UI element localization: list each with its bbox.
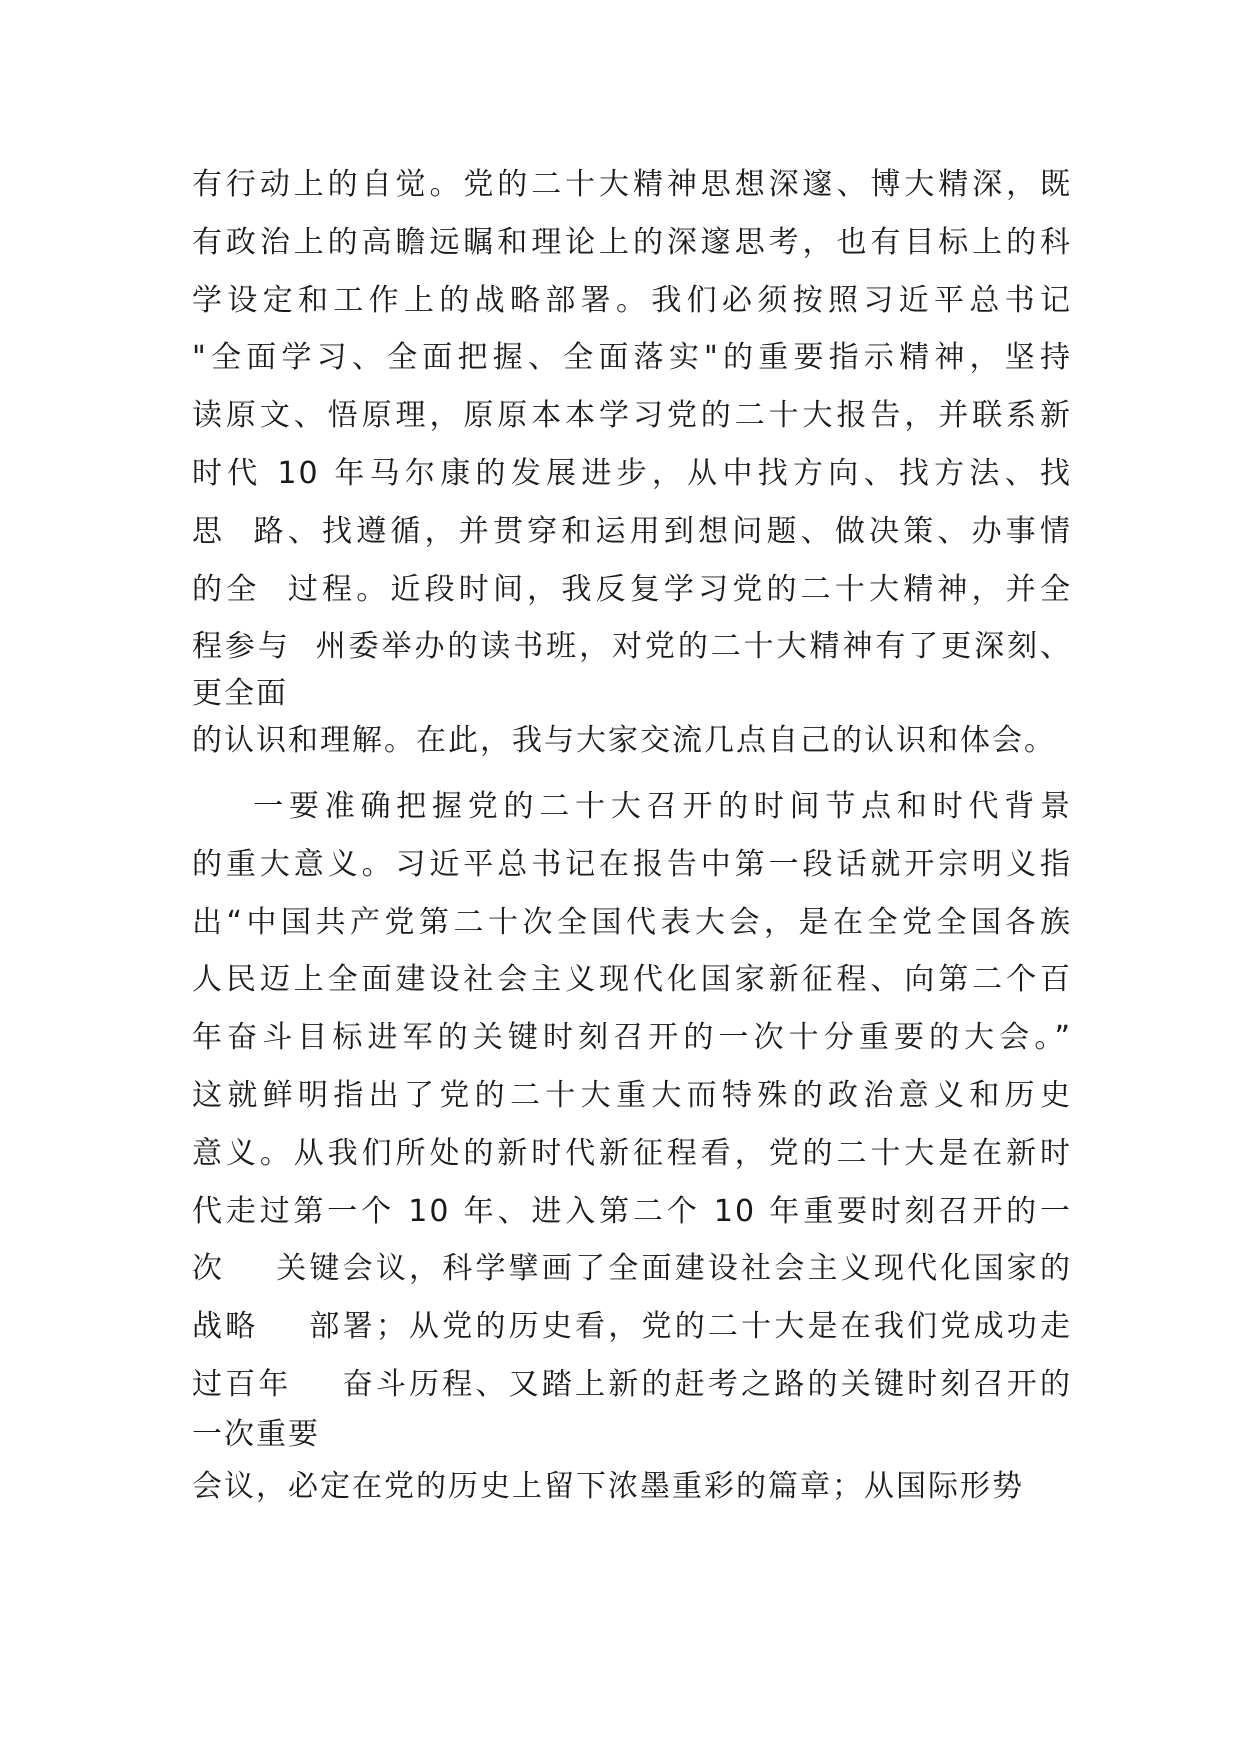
- body-text-line: 时代 10 年马尔康的发展进步，从中找方向、找方法、找: [192, 456, 1072, 491]
- body-text-line: 这就鲜明指出了党的二十大重大而特殊的政治意义和历史: [192, 1078, 1072, 1113]
- body-text-line: 一次重要: [192, 1417, 320, 1452]
- body-text-line: 思 路、找遵循，并贯穿和运用到想问题、做决策、办事情: [192, 514, 1072, 549]
- body-text-line: 出“中国共产党第二十次全国代表大会，是在全党全国各族: [192, 905, 1072, 940]
- body-text-line: 意义。从我们所处的新时代新征程看，党的二十大是在新时: [192, 1136, 1072, 1171]
- body-text-line: 战略 部署；从党的历史看，党的二十大是在我们党成功走: [192, 1309, 1072, 1344]
- body-text-line: 有行动上的自觉。党的二十大精神思想深邃、博大精深，既: [192, 167, 1072, 202]
- body-text-line: 的认识和理解。在此，我与大家交流几点自己的认识和体会。: [192, 723, 1056, 758]
- body-text-line: 更全面: [192, 676, 288, 711]
- paragraph-first-line: 一要准确把握党的二十大召开的时间节点和时代背景: [192, 789, 1072, 824]
- body-text-line: 的全 过程。近段时间，我反复学习党的二十大精神，并全: [192, 572, 1072, 607]
- body-text-line: 程参与 州委举办的读书班，对党的二十大精神有了更深刻、: [192, 629, 1072, 664]
- body-text-line: 过百年 奋斗历程、又踏上新的赶考之路的关键时刻召开的: [192, 1367, 1072, 1402]
- body-text-line: "全面学习、全面把握、全面落实"的重要指示精神，坚持: [192, 340, 1072, 375]
- body-text-line: 的重大意义。习近平总书记在报告中第一段话就开宗明义指: [192, 847, 1072, 882]
- body-text-line: 有政治上的高瞻远瞩和理论上的深邃思考，也有目标上的科: [192, 225, 1072, 260]
- body-text-line: 学设定和工作上的战略部署。我们必须按照习近平总书记: [192, 283, 1072, 318]
- body-text-line: 次 关键会议，科学擘画了全面建设社会主义现代化国家的: [192, 1251, 1072, 1286]
- body-text-line: 读原文、悟原理，原原本本学习党的二十大报告，并联系新: [192, 398, 1072, 433]
- body-text-line: 人民迈上全面建设社会主义现代化国家新征程、向第二个百: [192, 962, 1072, 997]
- body-text-line: 代走过第一个 10 年、进入第二个 10 年重要时刻召开的一: [192, 1194, 1072, 1229]
- body-text-line: 年奋斗目标进军的关键时刻召开的一次十分重要的大会。”: [192, 1020, 1072, 1055]
- body-text-line: 会议，必定在党的历史上留下浓墨重彩的篇章；从国际形势: [192, 1469, 1024, 1504]
